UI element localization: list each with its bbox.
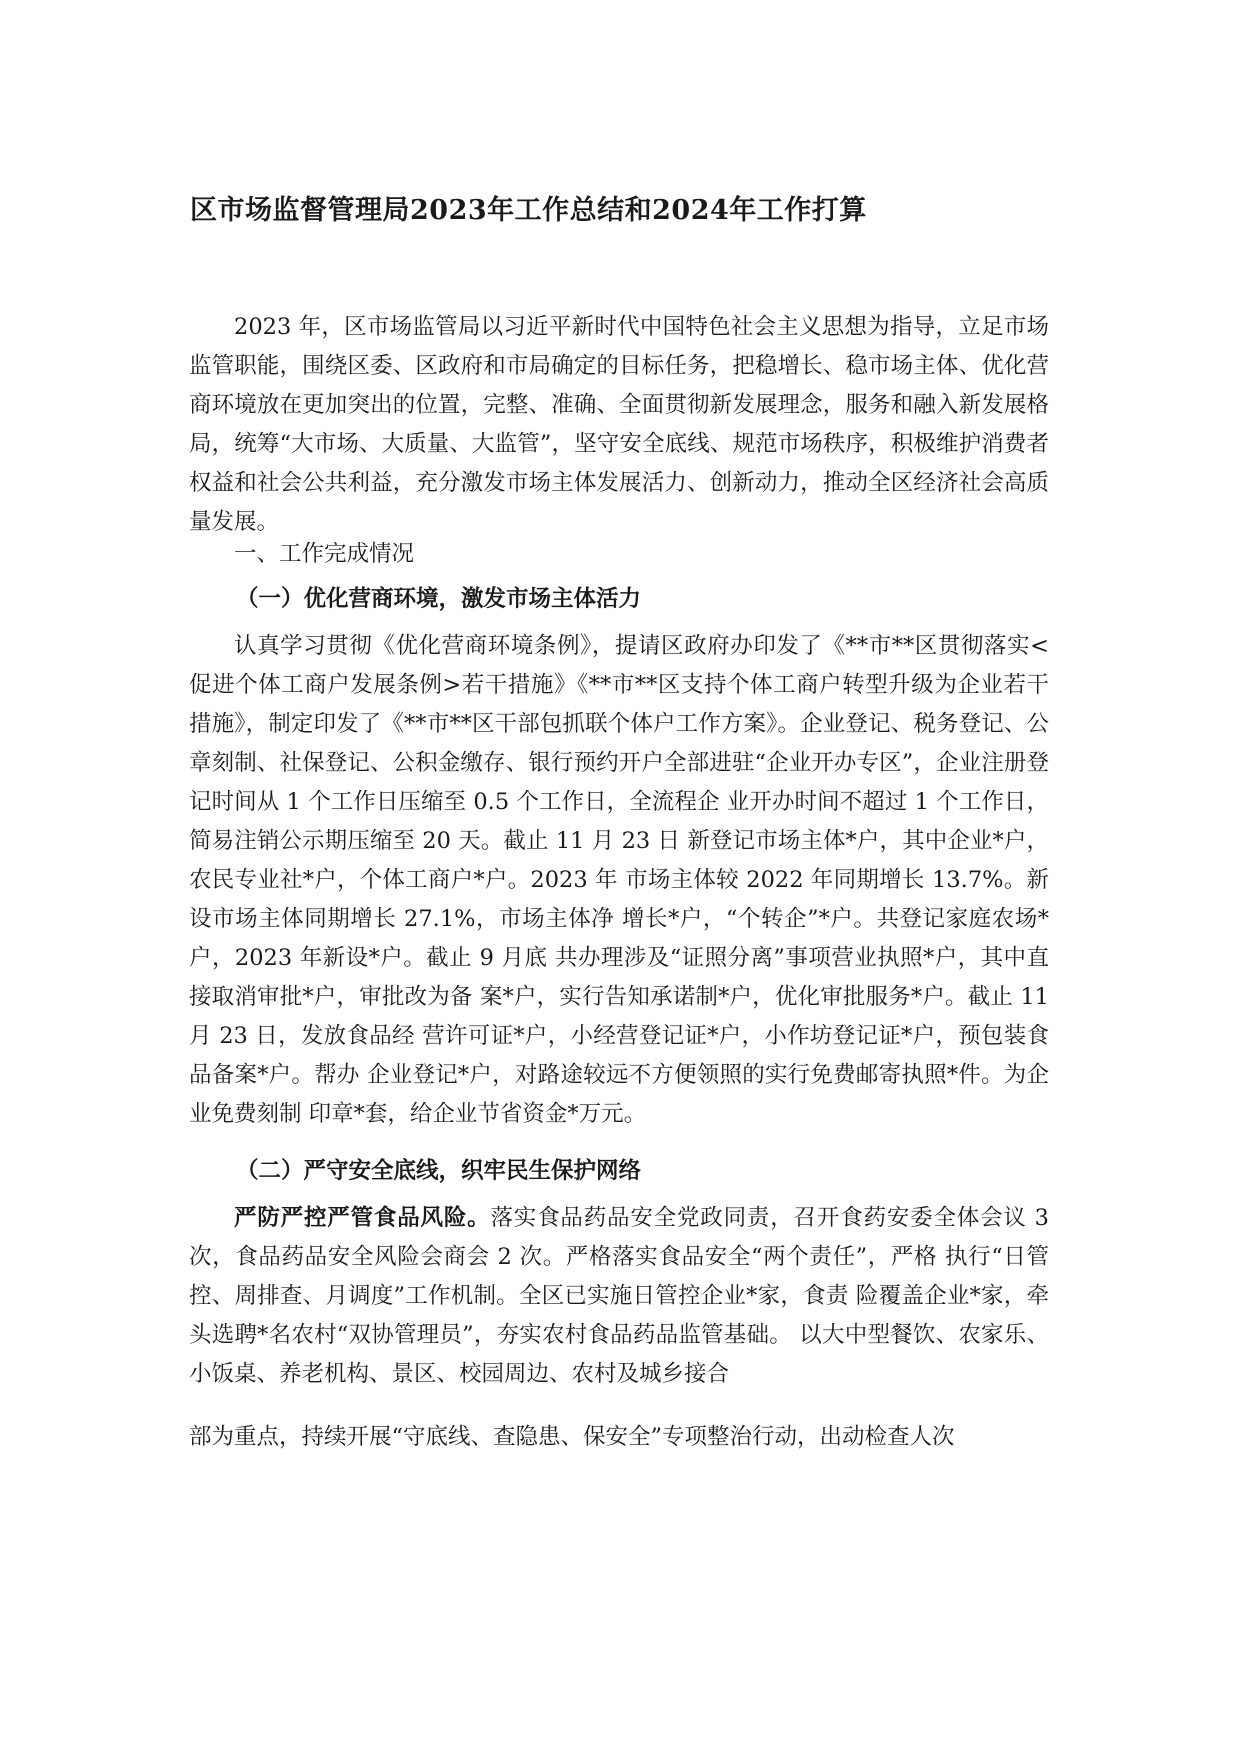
document-title: 区市场监督管理局2023年工作总结和2024年工作打算	[190, 195, 867, 226]
subsection-heading-2: （二）严守安全底线，织牢民生保护网络	[236, 1158, 642, 1184]
section-heading: 一、工作完成情况	[234, 541, 415, 567]
body-paragraph-2	[189, 1199, 1049, 1394]
paragraph-lead-phrase: 严防严控严管食品风险。	[234, 1205, 491, 1231]
body-paragraph-1: 认真学习贯彻《优化营商环境条例》，提请区政府办印发了《**市**区贯彻落实<促进个体工商户发展条例>若干措施》《**市**区支持个体工商户转型升级为企业若干措施》，制定印发了《**市**区干部包抓联个体户工作方案》。企业登记、税务登记、公章刻制、社保登记、公积金缴存、银行预约开户全部进驻“企业开办专区”，企业注册登记时间从 1 个工作日压缩至 0.5 个工作日，全流程企 业开办时间不超过 1 个工作日，简易注销公示期压缩至 20 天。截止 11 月 23 日 新登记市场主体*户，其中企业*户，农民专业社*户，个体工商户*户。2023 年 市场主体较 2022 年同期增长 13.7%。新设市场主体同期增长 27.1%，市场主体净 增长*户，“个转企”*户。共登记家庭农场*户，2023 年新设*户。截止 9 月底 共办理涉及“证照分离”事项营业执照*户，其中直接取消审批*户，审批改为备 案*户，实行告知承诺制*户，优化审批服务*户。截止 11 月 23 日，发放食品经 营许可证*户，小经营登记证*户，小作坊登记证*户，预包装食品备案*户。帮办 企业登记*户，对路途较远不方便领照的实行免费邮寄执照*件。为企业免费刻制 印章*套，给企业节省资金*万元。	[189, 633, 1049, 1127]
body-paragraph-3: 部为重点，持续开展“守底线、查隐患、保安全”专项整治行动，出动检查人次	[189, 1424, 955, 1450]
intro-paragraph: 2023 年，区市场监管局以习近平新时代中国特色社会主义思想为指导，立足市场监管职能，围绕区委、区政府和市局确定的目标任务，把稳增长、稳市场主体、优化营商环境放在更加突出的位置，完整、准确、全面贯彻新发展理念，服务和融入新发展格局，统筹“大市场、大质量、大监管”，坚守安全底线、规范市场秩序，积极维护消费者权益和社会公共利益，充分激发市场主体发展活力、创新动力，推动全区经济社会高质量发展。	[189, 314, 1049, 535]
subsection-heading-1: （一）优化营商环境，激发市场主体活力	[236, 586, 642, 612]
paragraph-body-text: 落实食品药品安全党政同责，召开食药安委全体会议 3 次，食品药品安全风险会商会 2 次。严格落实食品安全“两个责任”，严格 执行“日管控、周排查、月调度”工作机制。全区已实施日管控企业*家，食责 险覆盖企业*家，牵头选聘*名农村“双协管理员”，夯实农村食品药品监管基础。 以大中型餐饮、农家乐、小饭桌、养老机构、景区、校园周边、农村及城乡接合	[189, 1205, 1049, 1387]
